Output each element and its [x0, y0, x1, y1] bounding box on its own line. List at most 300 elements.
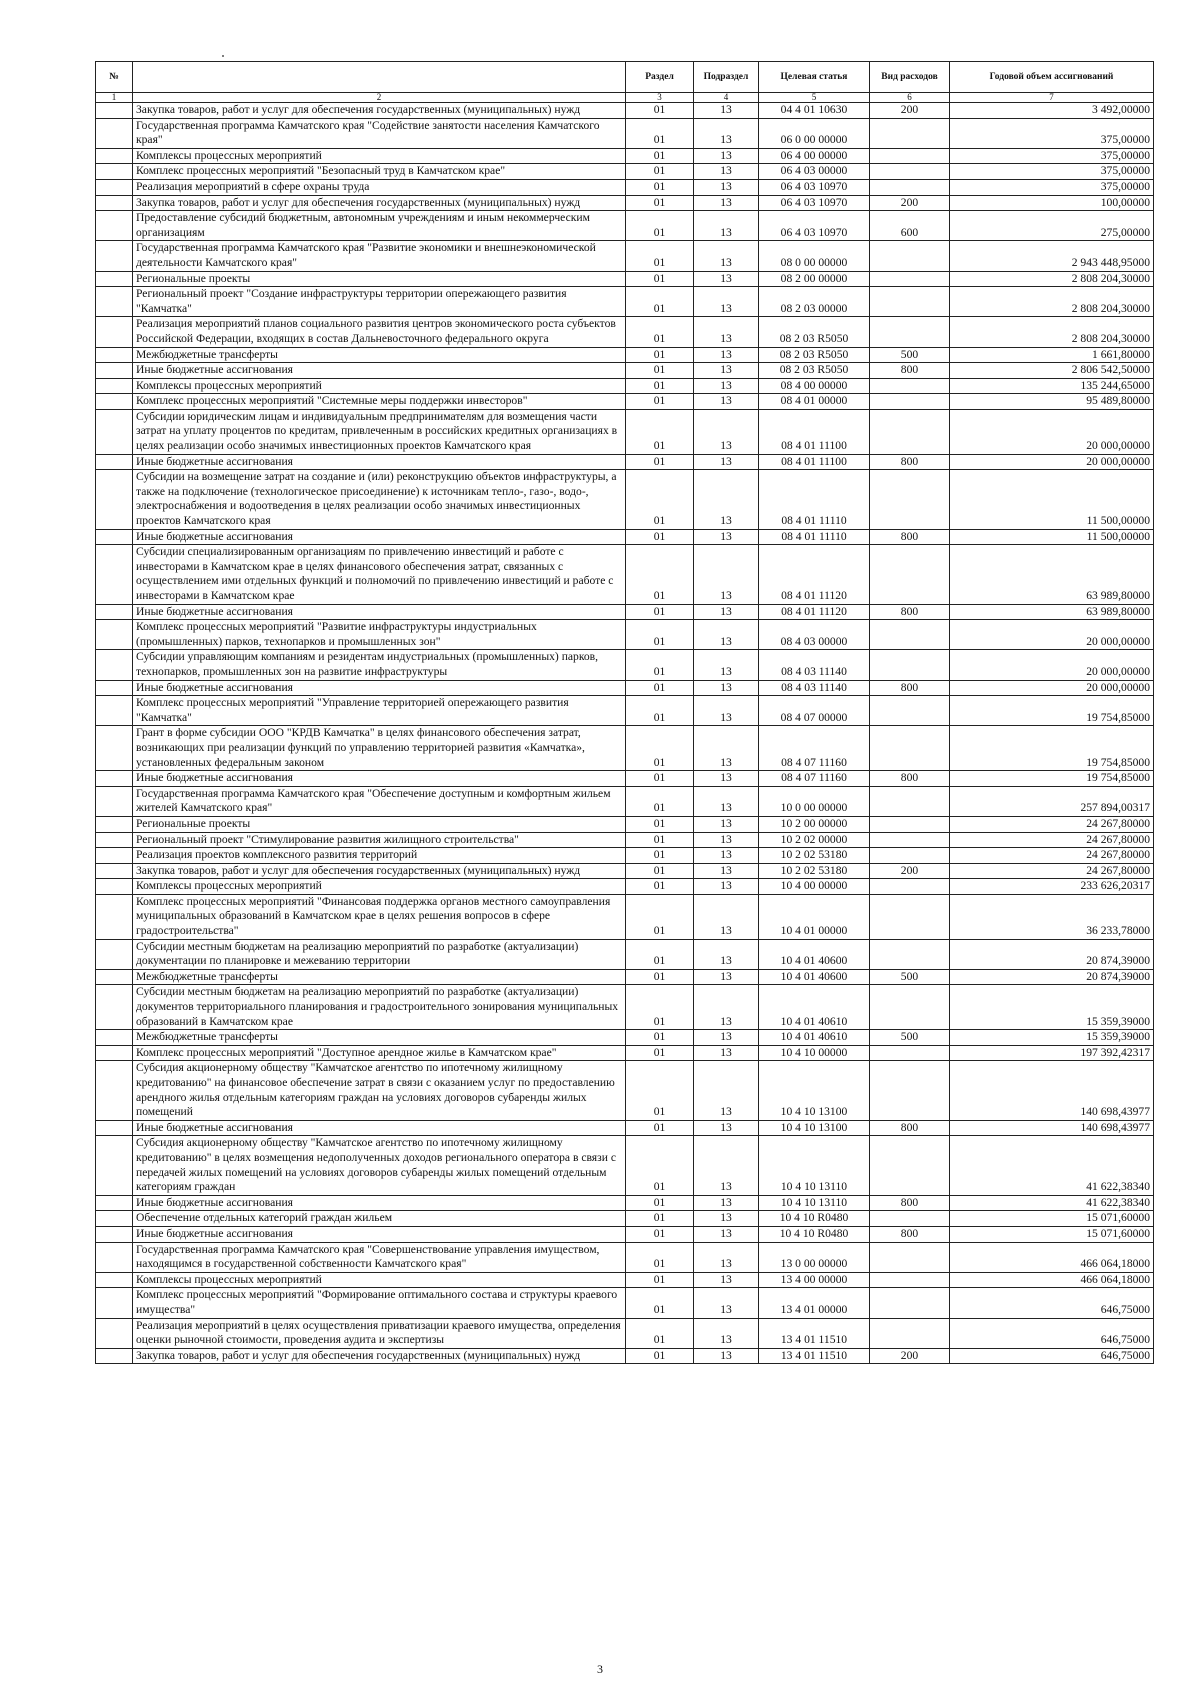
row-subsection-cell: 13	[694, 771, 759, 787]
row-subsection-cell: 13	[694, 939, 759, 969]
row-number-cell	[96, 241, 133, 271]
row-name-cell: Межбюджетные трансферты	[133, 347, 626, 363]
row-section-cell: 01	[626, 148, 694, 164]
row-target-article-cell: 08 4 07 11160	[759, 771, 870, 787]
row-target-article-cell: 13 4 01 00000	[759, 1288, 870, 1318]
table-row	[96, 969, 1154, 985]
row-section-cell: 01	[626, 287, 694, 317]
row-expense-type-cell	[870, 1061, 950, 1120]
row-number-cell	[96, 680, 133, 696]
row-number-cell	[96, 545, 133, 604]
column-number: 6	[870, 93, 950, 103]
row-name-cell: Комплекс процессных мероприятий "Управление территорией опережающего развития "Камчатка"	[133, 696, 626, 726]
row-subsection-cell: 13	[694, 271, 759, 287]
row-name-cell: Субсидии юридическим лицам и индивидуальным предпринимателям для возмещения части затрат на уплату процентов по кредитам, привлеченным в российских кредитных организациях в целях реализации особо значимых инвестиционных проектов Камчатского края	[133, 409, 626, 454]
row-number-cell	[96, 454, 133, 470]
row-subsection-cell: 13	[694, 470, 759, 529]
table-row	[96, 363, 1154, 379]
row-name-cell: Иные бюджетные ассигнования	[133, 1226, 626, 1242]
row-name-cell: Предоставление субсидий бюджетным, автономным учреждениям и иным некоммерческим организациям	[133, 211, 626, 241]
row-target-article-cell: 10 4 10 R0480	[759, 1226, 870, 1242]
row-name-cell: Закупка товаров, работ и услуг для обеспечения государственных (муниципальных) нужд	[133, 863, 626, 879]
table-row	[96, 271, 1154, 287]
row-subsection-cell: 13	[694, 832, 759, 848]
table-row	[96, 1045, 1154, 1061]
row-target-article-cell: 10 4 10 13100	[759, 1061, 870, 1120]
row-name-cell: Государственная программа Камчатского края "Развитие экономики и внешнеэкономической деятельности Камчатского края"	[133, 241, 626, 271]
row-section-cell: 01	[626, 454, 694, 470]
row-name-cell: Комплекс процессных мероприятий "Системные меры поддержки инвесторов"	[133, 394, 626, 410]
table-row	[96, 985, 1154, 1030]
row-amount-cell: 197 392,42317	[950, 1045, 1154, 1061]
row-amount-cell: 20 000,00000	[950, 680, 1154, 696]
row-section-cell: 01	[626, 1045, 694, 1061]
row-name-cell: Межбюджетные трансферты	[133, 969, 626, 985]
row-name-cell: Государственная программа Камчатского края "Содействие занятости населения Камчатского края"	[133, 118, 626, 148]
row-amount-cell: 24 267,80000	[950, 816, 1154, 832]
row-number-cell	[96, 164, 133, 180]
table-row	[96, 1288, 1154, 1318]
row-target-article-cell: 08 4 01 11100	[759, 454, 870, 470]
row-amount-cell: 19 754,85000	[950, 696, 1154, 726]
row-expense-type-cell	[870, 696, 950, 726]
row-target-article-cell: 10 4 01 40600	[759, 939, 870, 969]
row-name-cell: Государственная программа Камчатского края "Обеспечение доступным и комфортным жильем жителей Камчатского края"	[133, 786, 626, 816]
row-subsection-cell: 13	[694, 545, 759, 604]
row-section-cell: 01	[626, 1272, 694, 1288]
row-amount-cell: 140 698,43977	[950, 1120, 1154, 1136]
row-amount-cell: 20 000,00000	[950, 409, 1154, 454]
row-subsection-cell: 13	[694, 1242, 759, 1272]
row-subsection-cell: 13	[694, 454, 759, 470]
row-subsection-cell: 13	[694, 211, 759, 241]
row-section-cell: 01	[626, 211, 694, 241]
row-section-cell: 01	[626, 985, 694, 1030]
row-target-article-cell: 10 4 10 00000	[759, 1045, 870, 1061]
row-subsection-cell: 13	[694, 1211, 759, 1227]
header-target-article: Целевая статья	[759, 62, 870, 93]
row-name-cell: Комплекс процессных мероприятий "Финансовая поддержка органов местного самоуправления муниципальных образований в Камчатском крае в целях решения вопросов в сфере градостроительства"	[133, 894, 626, 939]
row-number-cell	[96, 347, 133, 363]
table-row	[96, 148, 1154, 164]
row-name-cell: Реализация проектов комплексного развития территорий	[133, 848, 626, 864]
row-subsection-cell: 13	[694, 241, 759, 271]
row-section-cell: 01	[626, 1226, 694, 1242]
header-subsection: Подраздел	[694, 62, 759, 93]
row-number-cell	[96, 771, 133, 787]
row-section-cell: 01	[626, 1061, 694, 1120]
table-row	[96, 470, 1154, 529]
row-number-cell	[96, 287, 133, 317]
table-row	[96, 848, 1154, 864]
column-number-row	[96, 93, 1154, 103]
row-number-cell	[96, 1272, 133, 1288]
table-row	[96, 347, 1154, 363]
row-target-article-cell: 08 2 03 R5050	[759, 347, 870, 363]
row-amount-cell: 41 622,38340	[950, 1136, 1154, 1195]
row-number-cell	[96, 620, 133, 650]
row-expense-type-cell	[870, 786, 950, 816]
row-subsection-cell: 13	[694, 148, 759, 164]
table-row	[96, 1120, 1154, 1136]
row-amount-cell: 20 000,00000	[950, 650, 1154, 680]
column-number: 1	[96, 93, 133, 103]
row-subsection-cell: 13	[694, 529, 759, 545]
row-subsection-cell: 13	[694, 317, 759, 347]
row-target-article-cell: 10 4 10 13110	[759, 1195, 870, 1211]
row-amount-cell: 15 071,60000	[950, 1226, 1154, 1242]
row-section-cell: 01	[626, 939, 694, 969]
row-target-article-cell: 08 4 01 00000	[759, 394, 870, 410]
row-name-cell: Комплексы процессных мероприятий	[133, 148, 626, 164]
row-amount-cell: 41 622,38340	[950, 1195, 1154, 1211]
row-amount-cell: 375,00000	[950, 179, 1154, 195]
row-target-article-cell: 13 4 01 11510	[759, 1348, 870, 1364]
row-number-cell	[96, 1120, 133, 1136]
row-name-cell: Региональные проекты	[133, 271, 626, 287]
row-number-cell	[96, 378, 133, 394]
row-section-cell: 01	[626, 604, 694, 620]
row-number-cell	[96, 1030, 133, 1046]
row-target-article-cell: 08 4 01 11110	[759, 529, 870, 545]
table-row	[96, 394, 1154, 410]
row-target-article-cell: 10 2 02 00000	[759, 832, 870, 848]
row-number-cell	[96, 1242, 133, 1272]
row-subsection-cell: 13	[694, 347, 759, 363]
row-section-cell: 01	[626, 470, 694, 529]
row-section-cell: 01	[626, 650, 694, 680]
row-target-article-cell: 10 2 02 53180	[759, 863, 870, 879]
row-target-article-cell: 04 4 01 10630	[759, 103, 870, 119]
row-target-article-cell: 08 2 03 00000	[759, 287, 870, 317]
row-subsection-cell: 13	[694, 786, 759, 816]
table-row	[96, 529, 1154, 545]
row-name-cell: Государственная программа Камчатского края "Совершенствование управления имуществом, находящимся в государственной собственности Камчатского края"	[133, 1242, 626, 1272]
row-name-cell: Региональные проекты	[133, 816, 626, 832]
row-name-cell: Грант в форме субсидии ООО "КРДВ Камчатка" в целях финансового обеспечения затрат, возникающих при реализации функций по управлению территорией развития «Камчатка», установленных федеральным законом	[133, 726, 626, 771]
row-name-cell: Реализация мероприятий в сфере охраны труда	[133, 179, 626, 195]
row-subsection-cell: 13	[694, 1136, 759, 1195]
row-expense-type-cell	[870, 287, 950, 317]
row-name-cell: Закупка товаров, работ и услуг для обеспечения государственных (муниципальных) нужд	[133, 195, 626, 211]
row-target-article-cell: 08 4 03 11140	[759, 650, 870, 680]
row-section-cell: 01	[626, 1288, 694, 1318]
row-subsection-cell: 13	[694, 816, 759, 832]
row-expense-type-cell: 800	[870, 1226, 950, 1242]
row-number-cell	[96, 879, 133, 895]
table-row	[96, 620, 1154, 650]
row-target-article-cell: 08 0 00 00000	[759, 241, 870, 271]
row-number-cell	[96, 726, 133, 771]
row-target-article-cell: 13 4 00 00000	[759, 1272, 870, 1288]
row-target-article-cell: 10 4 10 13110	[759, 1136, 870, 1195]
row-section-cell: 01	[626, 118, 694, 148]
row-name-cell: Комплексы процессных мероприятий	[133, 1272, 626, 1288]
row-expense-type-cell: 800	[870, 363, 950, 379]
row-section-cell: 01	[626, 1348, 694, 1364]
row-target-article-cell: 10 4 01 40600	[759, 969, 870, 985]
row-expense-type-cell	[870, 848, 950, 864]
row-section-cell: 01	[626, 347, 694, 363]
table-row	[96, 317, 1154, 347]
row-target-article-cell: 08 4 07 00000	[759, 696, 870, 726]
table-body	[96, 103, 1154, 1364]
row-subsection-cell: 13	[694, 363, 759, 379]
row-expense-type-cell: 500	[870, 1030, 950, 1046]
row-target-article-cell: 06 0 00 00000	[759, 118, 870, 148]
row-section-cell: 01	[626, 179, 694, 195]
row-subsection-cell: 13	[694, 1348, 759, 1364]
row-number-cell	[96, 409, 133, 454]
row-expense-type-cell	[870, 545, 950, 604]
row-section-cell: 01	[626, 409, 694, 454]
table-row	[96, 1272, 1154, 1288]
table-row	[96, 1061, 1154, 1120]
row-amount-cell: 24 267,80000	[950, 863, 1154, 879]
row-expense-type-cell: 800	[870, 1120, 950, 1136]
row-name-cell: Региональный проект "Создание инфраструктуры территории опережающего развития "Камчатка"	[133, 287, 626, 317]
row-number-cell	[96, 939, 133, 969]
row-expense-type-cell: 800	[870, 604, 950, 620]
row-section-cell: 01	[626, 726, 694, 771]
row-amount-cell: 20 000,00000	[950, 454, 1154, 470]
row-target-article-cell: 06 4 03 10970	[759, 211, 870, 241]
row-expense-type-cell	[870, 409, 950, 454]
row-number-cell	[96, 148, 133, 164]
row-section-cell: 01	[626, 164, 694, 180]
row-expense-type-cell	[870, 1136, 950, 1195]
row-target-article-cell: 10 4 01 40610	[759, 985, 870, 1030]
row-subsection-cell: 13	[694, 164, 759, 180]
page-number: 3	[597, 1662, 603, 1676]
table-row	[96, 1211, 1154, 1227]
row-subsection-cell: 13	[694, 287, 759, 317]
row-expense-type-cell	[870, 879, 950, 895]
row-name-cell: Иные бюджетные ассигнования	[133, 454, 626, 470]
row-section-cell: 01	[626, 786, 694, 816]
row-section-cell: 01	[626, 771, 694, 787]
row-subsection-cell: 13	[694, 179, 759, 195]
row-subsection-cell: 13	[694, 1288, 759, 1318]
row-number-cell	[96, 650, 133, 680]
row-target-article-cell: 10 4 10 R0480	[759, 1211, 870, 1227]
row-subsection-cell: 13	[694, 195, 759, 211]
table-header-row	[96, 62, 1154, 93]
header-section: Раздел	[626, 62, 694, 93]
row-amount-cell: 257 894,00317	[950, 786, 1154, 816]
row-amount-cell: 375,00000	[950, 164, 1154, 180]
row-section-cell: 01	[626, 317, 694, 347]
row-section-cell: 01	[626, 103, 694, 119]
row-target-article-cell: 08 4 03 00000	[759, 620, 870, 650]
row-subsection-cell: 13	[694, 1120, 759, 1136]
row-expense-type-cell: 800	[870, 771, 950, 787]
row-number-cell	[96, 195, 133, 211]
row-number-cell	[96, 1061, 133, 1120]
row-name-cell: Иные бюджетные ассигнования	[133, 363, 626, 379]
row-number-cell	[96, 985, 133, 1030]
row-subsection-cell: 13	[694, 118, 759, 148]
row-name-cell: Субсидии местным бюджетам на реализацию мероприятий по разработке (актуализации) документов территориального планирования и градостроительного зонирования муниципальных образований в Камчатском крае	[133, 985, 626, 1030]
row-subsection-cell: 13	[694, 696, 759, 726]
row-expense-type-cell	[870, 726, 950, 771]
row-name-cell: Субсидии управляющим компаниям и резидентам индустриальных (промышленных) парков, технопарков, промышленных зон на развитие инфраструктуры	[133, 650, 626, 680]
row-expense-type-cell	[870, 1045, 950, 1061]
row-amount-cell: 135 244,65000	[950, 378, 1154, 394]
row-target-article-cell: 08 4 07 11160	[759, 726, 870, 771]
row-section-cell: 01	[626, 378, 694, 394]
row-number-cell	[96, 470, 133, 529]
row-number-cell	[96, 1136, 133, 1195]
row-amount-cell: 15 071,60000	[950, 1211, 1154, 1227]
table-row	[96, 1318, 1154, 1348]
row-expense-type-cell: 800	[870, 680, 950, 696]
row-name-cell: Закупка товаров, работ и услуг для обеспечения государственных (муниципальных) нужд	[133, 1348, 626, 1364]
row-name-cell: Субсидии местным бюджетам на реализацию мероприятий по разработке (актуализации) документации по планировке и межеванию территории	[133, 939, 626, 969]
row-subsection-cell: 13	[694, 680, 759, 696]
row-amount-cell: 19 754,85000	[950, 771, 1154, 787]
row-name-cell: Комплекс процессных мероприятий "Формирование оптимального состава и структуры краевого имущества"	[133, 1288, 626, 1318]
row-number-cell	[96, 894, 133, 939]
row-name-cell: Комплекс процессных мероприятий "Доступное арендное жилье в Камчатском крае"	[133, 1045, 626, 1061]
row-section-cell: 01	[626, 1120, 694, 1136]
row-target-article-cell: 10 0 00 00000	[759, 786, 870, 816]
row-number-cell	[96, 696, 133, 726]
row-expense-type-cell	[870, 1242, 950, 1272]
row-section-cell: 01	[626, 832, 694, 848]
row-expense-type-cell: 800	[870, 529, 950, 545]
row-subsection-cell: 13	[694, 879, 759, 895]
row-subsection-cell: 13	[694, 726, 759, 771]
row-subsection-cell: 13	[694, 894, 759, 939]
table-row	[96, 894, 1154, 939]
row-section-cell: 01	[626, 969, 694, 985]
row-section-cell: 01	[626, 1030, 694, 1046]
row-expense-type-cell	[870, 939, 950, 969]
table-row	[96, 118, 1154, 148]
row-target-article-cell: 08 2 00 00000	[759, 271, 870, 287]
row-section-cell: 01	[626, 545, 694, 604]
row-target-article-cell: 08 4 01 11110	[759, 470, 870, 529]
row-target-article-cell: 06 4 03 00000	[759, 164, 870, 180]
table-row	[96, 195, 1154, 211]
row-expense-type-cell	[870, 118, 950, 148]
row-amount-cell: 11 500,00000	[950, 470, 1154, 529]
table-row	[96, 179, 1154, 195]
row-name-cell: Иные бюджетные ассигнования	[133, 604, 626, 620]
row-amount-cell: 140 698,43977	[950, 1061, 1154, 1120]
row-amount-cell: 15 359,39000	[950, 1030, 1154, 1046]
row-number-cell	[96, 832, 133, 848]
row-subsection-cell: 13	[694, 1195, 759, 1211]
row-number-cell	[96, 1288, 133, 1318]
row-name-cell: Реализация мероприятий в целях осуществления приватизации краевого имущества, определения оценки рыночной стоимости, проведения аудита и экспертизы	[133, 1318, 626, 1348]
row-section-cell: 01	[626, 363, 694, 379]
row-expense-type-cell	[870, 470, 950, 529]
row-number-cell	[96, 1348, 133, 1364]
row-section-cell: 01	[626, 1195, 694, 1211]
row-name-cell: Комплексы процессных мероприятий	[133, 378, 626, 394]
row-amount-cell: 19 754,85000	[950, 726, 1154, 771]
row-section-cell: 01	[626, 848, 694, 864]
row-amount-cell: 24 267,80000	[950, 848, 1154, 864]
row-target-article-cell: 13 0 00 00000	[759, 1242, 870, 1272]
row-amount-cell: 2 943 448,95000	[950, 241, 1154, 271]
table-row	[96, 786, 1154, 816]
row-number-cell	[96, 1318, 133, 1348]
row-number-cell	[96, 394, 133, 410]
table-row	[96, 1226, 1154, 1242]
row-number-cell	[96, 863, 133, 879]
row-amount-cell: 63 989,80000	[950, 545, 1154, 604]
row-number-cell	[96, 211, 133, 241]
row-subsection-cell: 13	[694, 1226, 759, 1242]
row-name-cell: Иные бюджетные ассигнования	[133, 1195, 626, 1211]
table-row	[96, 545, 1154, 604]
table-row	[96, 211, 1154, 241]
row-expense-type-cell: 600	[870, 211, 950, 241]
row-target-article-cell: 08 4 00 00000	[759, 378, 870, 394]
row-expense-type-cell: 800	[870, 454, 950, 470]
row-subsection-cell: 13	[694, 985, 759, 1030]
row-amount-cell: 20 874,39000	[950, 969, 1154, 985]
row-number-cell	[96, 969, 133, 985]
row-target-article-cell: 10 4 00 00000	[759, 879, 870, 895]
row-name-cell: Реализация мероприятий планов социального развития центров экономического роста субъектов Российской Федерации, входящих в состав Дальневосточного федерального округа	[133, 317, 626, 347]
row-name-cell: Обеспечение отдельных категорий граждан жильем	[133, 1211, 626, 1227]
table-row	[96, 287, 1154, 317]
row-section-cell: 01	[626, 241, 694, 271]
row-number-cell	[96, 848, 133, 864]
row-section-cell: 01	[626, 529, 694, 545]
row-expense-type-cell	[870, 394, 950, 410]
table-row	[96, 378, 1154, 394]
row-section-cell: 01	[626, 863, 694, 879]
row-amount-cell: 20 874,39000	[950, 939, 1154, 969]
scan-speck	[222, 55, 224, 57]
table-row	[96, 726, 1154, 771]
table-row	[96, 939, 1154, 969]
row-amount-cell: 233 626,20317	[950, 879, 1154, 895]
row-expense-type-cell	[870, 1272, 950, 1288]
row-subsection-cell: 13	[694, 103, 759, 119]
row-target-article-cell: 10 4 01 00000	[759, 894, 870, 939]
row-amount-cell: 11 500,00000	[950, 529, 1154, 545]
table-row	[96, 771, 1154, 787]
row-subsection-cell: 13	[694, 1061, 759, 1120]
row-amount-cell: 100,00000	[950, 195, 1154, 211]
row-number-cell	[96, 1045, 133, 1061]
column-number: 7	[950, 93, 1154, 103]
row-subsection-cell: 13	[694, 378, 759, 394]
row-section-cell: 01	[626, 879, 694, 895]
table-row	[96, 103, 1154, 119]
table-row	[96, 1030, 1154, 1046]
row-subsection-cell: 13	[694, 1045, 759, 1061]
row-number-cell	[96, 317, 133, 347]
row-expense-type-cell: 200	[870, 863, 950, 879]
row-section-cell: 01	[626, 696, 694, 726]
row-name-cell: Комплекс процессных мероприятий "Развитие инфраструктуры индустриальных (промышленных) парков, технопарков и промышленных зон"	[133, 620, 626, 650]
row-number-cell	[96, 103, 133, 119]
row-target-article-cell: 10 4 10 13100	[759, 1120, 870, 1136]
row-target-article-cell: 06 4 00 00000	[759, 148, 870, 164]
row-expense-type-cell	[870, 985, 950, 1030]
row-subsection-cell: 13	[694, 848, 759, 864]
row-expense-type-cell: 200	[870, 195, 950, 211]
table-row	[96, 832, 1154, 848]
row-expense-type-cell	[870, 1288, 950, 1318]
